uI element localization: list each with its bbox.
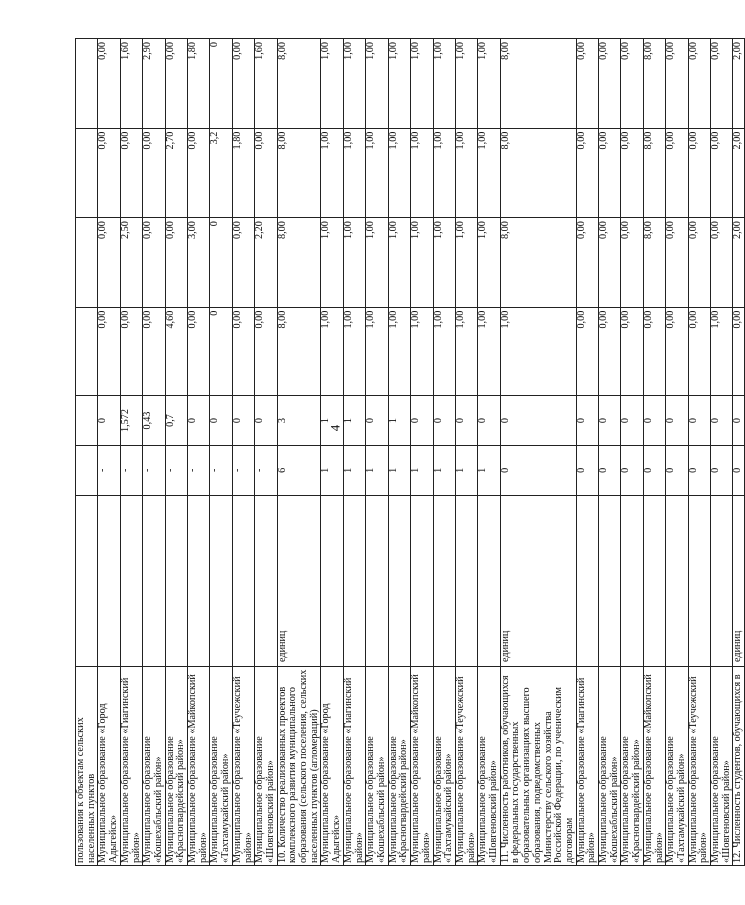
- value-cell: 1,572: [120, 396, 142, 446]
- indicator-name-cell: Муниципальное образование «Майкопский район»: [643, 667, 665, 866]
- indicator-name-cell: пользования к объектам сельских населенных пунктов: [76, 667, 98, 866]
- table-row: [388, 39, 410, 866]
- value-cell: [76, 39, 98, 129]
- value-cell: 1,00: [478, 307, 500, 395]
- base-value-cell: -: [120, 445, 142, 495]
- value-cell: 0: [255, 396, 277, 446]
- base-value-cell: 1: [366, 445, 388, 495]
- value-cell: [76, 218, 98, 308]
- table-row: [711, 39, 733, 866]
- base-value-cell: -: [255, 445, 277, 495]
- value-cell: 2,20: [255, 218, 277, 308]
- unit-cell: [599, 495, 621, 666]
- value-cell: 0: [688, 396, 710, 446]
- value-cell: 0,00: [98, 128, 120, 218]
- table-row: [210, 39, 232, 866]
- value-cell: 0,00: [688, 218, 710, 308]
- unit-cell: [688, 495, 710, 666]
- table-row: [343, 39, 365, 866]
- value-cell: 1,00: [388, 39, 410, 129]
- unit-cell: [143, 495, 165, 666]
- value-cell: 0,00: [599, 39, 621, 129]
- value-cell: 0: [188, 396, 210, 446]
- base-value-cell: -: [210, 445, 232, 495]
- value-cell: 8,00: [500, 128, 576, 218]
- unit-cell: [188, 495, 210, 666]
- value-cell: 1,60: [120, 39, 142, 129]
- indicator-name-cell: Муниципальное образование «Город Адыгейск»: [321, 667, 343, 866]
- base-value-cell: 1: [433, 445, 455, 495]
- value-cell: 1,00: [433, 128, 455, 218]
- value-cell: 0,00: [143, 307, 165, 395]
- value-cell: 0,00: [576, 218, 598, 308]
- unit-cell: [711, 495, 733, 666]
- value-cell: 2,00: [733, 39, 745, 129]
- value-cell: 1,00: [478, 218, 500, 308]
- value-cell: 1,00: [433, 307, 455, 395]
- table-row: [576, 39, 598, 866]
- base-value-cell: 0: [599, 445, 621, 495]
- indicator-name-cell: 11. Численность работников, обучающихся в федеральных государственных образовательных организациях высшего образования, подведомственных Министерству сельского хозяйства Российской Федерации, по ученическим договорам: [500, 667, 576, 866]
- value-cell: 0,00: [621, 307, 643, 395]
- indicator-name-cell: Муниципальное образование «Красногвардейский район»: [621, 667, 643, 866]
- unit-cell: [388, 495, 410, 666]
- value-cell: 0,00: [711, 128, 733, 218]
- base-value-cell: 1: [455, 445, 477, 495]
- indicator-name-cell: Муниципальное образование «Шовгеновский район»: [711, 667, 733, 866]
- unit-cell: [411, 495, 433, 666]
- table-row: [188, 39, 210, 866]
- indicator-name-cell: 10. Количество реализованных проектов комплексного развития муниципального образования (сельского поселения, сельских населенных пунктов (агломераций): [277, 667, 321, 866]
- base-value-cell: 1: [343, 445, 365, 495]
- value-cell: 0,00: [688, 39, 710, 129]
- table-row: [321, 39, 343, 866]
- indicator-name-cell: Муниципальное образование «Кошехабльский район»: [143, 667, 165, 866]
- value-cell: 2,90: [143, 39, 165, 129]
- table-row: [733, 39, 745, 866]
- indicator-name-cell: 12. Численность студентов, обучающихся в: [733, 667, 745, 866]
- value-cell: 0: [232, 396, 254, 446]
- value-cell: 8,00: [643, 218, 665, 308]
- value-cell: 0,00: [143, 128, 165, 218]
- table-row: [599, 39, 621, 866]
- value-cell: 1,80: [232, 128, 254, 218]
- value-cell: 1,00: [366, 218, 388, 308]
- value-cell: 8,00: [643, 128, 665, 218]
- base-value-cell: 0: [643, 445, 665, 495]
- value-cell: 0: [210, 218, 232, 308]
- value-cell: 0,00: [232, 307, 254, 395]
- unit-cell: [478, 495, 500, 666]
- value-cell: 1,00: [411, 128, 433, 218]
- indicator-name-cell: Муниципальное образование «Шовгеновский район»: [255, 667, 277, 866]
- value-cell: 0: [411, 396, 433, 446]
- value-cell: 4,60: [165, 307, 187, 395]
- indicator-name-cell: Муниципальное образование «Гиагинский район»: [120, 667, 142, 866]
- value-cell: 0,00: [165, 39, 187, 129]
- value-cell: 8,00: [277, 39, 321, 129]
- value-cell: [76, 307, 98, 395]
- table-row: [455, 39, 477, 866]
- indicator-name-cell: Муниципальное образование «Красногвардейский район»: [388, 667, 410, 866]
- unit-cell: единиц: [500, 495, 576, 666]
- value-cell: 0,00: [120, 307, 142, 395]
- unit-cell: [366, 495, 388, 666]
- base-value-cell: -: [165, 445, 187, 495]
- value-cell: 1,00: [343, 218, 365, 308]
- value-cell: 1,00: [343, 39, 365, 129]
- value-cell: 1,00: [366, 39, 388, 129]
- value-cell: 1,00: [388, 307, 410, 395]
- value-cell: 0,00: [255, 307, 277, 395]
- value-cell: 0: [366, 396, 388, 446]
- value-cell: 3,00: [188, 218, 210, 308]
- table-row: [120, 39, 142, 866]
- base-value-cell: 0: [688, 445, 710, 495]
- value-cell: 0: [643, 396, 665, 446]
- value-cell: 0,00: [188, 128, 210, 218]
- value-cell: 0,00: [98, 39, 120, 129]
- table-row: [643, 39, 665, 866]
- value-cell: 0: [478, 396, 500, 446]
- value-cell: 0,00: [621, 39, 643, 129]
- value-cell: 0,00: [733, 307, 745, 395]
- value-cell: 1,00: [343, 307, 365, 395]
- value-cell: 0,00: [98, 307, 120, 395]
- value-cell: 0,00: [143, 218, 165, 308]
- table-row: [232, 39, 254, 866]
- value-cell: 0,00: [666, 307, 688, 395]
- indicator-name-cell: Муниципальное образование «Гиагинский район»: [576, 667, 598, 866]
- indicators-table: [75, 38, 745, 866]
- value-cell: 1,00: [366, 128, 388, 218]
- value-cell: 0,43: [143, 396, 165, 446]
- table-row: [143, 39, 165, 866]
- value-cell: 0,00: [643, 307, 665, 395]
- value-cell: 0: [433, 396, 455, 446]
- value-cell: 8,00: [277, 218, 321, 308]
- value-cell: 1,00: [388, 218, 410, 308]
- value-cell: 0: [666, 396, 688, 446]
- table-row: [98, 39, 120, 866]
- indicator-name-cell: Муниципальное образование «Теучежский район»: [232, 667, 254, 866]
- value-cell: 0,00: [599, 307, 621, 395]
- table-row: [688, 39, 710, 866]
- unit-cell: [455, 495, 477, 666]
- value-cell: 0: [500, 396, 576, 446]
- value-cell: 0,00: [599, 128, 621, 218]
- table-row: [255, 39, 277, 866]
- table-row: [366, 39, 388, 866]
- base-value-cell: 6: [277, 445, 321, 495]
- value-cell: 1,00: [433, 39, 455, 129]
- table-row: [666, 39, 688, 866]
- table-row: [277, 39, 321, 866]
- base-value-cell: 0: [733, 445, 745, 495]
- value-cell: 0,00: [576, 307, 598, 395]
- base-value-cell: 0: [711, 445, 733, 495]
- indicator-name-cell: Муниципальное образование «Шовгеновский район»: [478, 667, 500, 866]
- base-value-cell: -: [98, 445, 120, 495]
- value-cell: 0,00: [666, 218, 688, 308]
- page-number: 4: [327, 424, 343, 432]
- value-cell: 0,00: [621, 128, 643, 218]
- value-cell: 0: [98, 396, 120, 446]
- base-value-cell: 1: [478, 445, 500, 495]
- rotated-table-wrapper: [75, 38, 744, 866]
- base-value-cell: -: [143, 445, 165, 495]
- base-value-cell: 1: [321, 445, 343, 495]
- base-value-cell: -: [188, 445, 210, 495]
- value-cell: 0,00: [188, 307, 210, 395]
- value-cell: [76, 396, 98, 446]
- value-cell: 3,2: [210, 128, 232, 218]
- table-row: [411, 39, 433, 866]
- value-cell: 0,00: [98, 218, 120, 308]
- value-cell: 1,00: [455, 307, 477, 395]
- value-cell: 1,00: [478, 128, 500, 218]
- unit-cell: [643, 495, 665, 666]
- value-cell: 1,00: [478, 39, 500, 129]
- value-cell: 0: [733, 396, 745, 446]
- indicator-name-cell: Муниципальное образование «Теучежский район»: [455, 667, 477, 866]
- table-row: [621, 39, 643, 866]
- indicator-name-cell: Муниципальное образование «Город Адыгейск»: [98, 667, 120, 866]
- value-cell: 2,00: [733, 218, 745, 308]
- value-cell: 0,00: [666, 128, 688, 218]
- value-cell: 0: [210, 307, 232, 395]
- value-cell: 0,00: [232, 218, 254, 308]
- value-cell: 1,00: [433, 218, 455, 308]
- base-value-cell: 1: [388, 445, 410, 495]
- indicator-name-cell: Муниципальное образование «Кошехабльский район»: [599, 667, 621, 866]
- indicator-name-cell: Муниципальное образование «Красногвардейский район»: [165, 667, 187, 866]
- value-cell: 0: [455, 396, 477, 446]
- value-cell: 0,00: [120, 128, 142, 218]
- unit-cell: [666, 495, 688, 666]
- unit-cell: [120, 495, 142, 666]
- value-cell: 0,00: [255, 128, 277, 218]
- unit-cell: [621, 495, 643, 666]
- value-cell: 1,00: [321, 218, 343, 308]
- value-cell: 1: [388, 396, 410, 446]
- unit-cell: единиц: [277, 495, 321, 666]
- unit-cell: [343, 495, 365, 666]
- value-cell: 0,00: [165, 218, 187, 308]
- base-value-cell: [76, 445, 98, 495]
- value-cell: 0,00: [711, 218, 733, 308]
- value-cell: 0,00: [232, 39, 254, 129]
- base-value-cell: 1: [411, 445, 433, 495]
- table-row: [478, 39, 500, 866]
- value-cell: 1,60: [255, 39, 277, 129]
- unit-cell: [433, 495, 455, 666]
- value-cell: 0: [621, 396, 643, 446]
- value-cell: 2,70: [165, 128, 187, 218]
- value-cell: 8,00: [500, 39, 576, 129]
- indicator-name-cell: Муниципальное образование «Майкопский район»: [411, 667, 433, 866]
- value-cell: 1,00: [455, 128, 477, 218]
- value-cell: 1,00: [455, 39, 477, 129]
- unit-cell: [255, 495, 277, 666]
- value-cell: 2,50: [120, 218, 142, 308]
- indicator-name-cell: Муниципальное образование «Гиагинский район»: [343, 667, 365, 866]
- unit-cell: [165, 495, 187, 666]
- base-value-cell: 0: [500, 445, 576, 495]
- value-cell: 1,80: [188, 39, 210, 129]
- indicator-name-cell: Муниципальное образование «Теучежский район»: [688, 667, 710, 866]
- value-cell: 1,00: [411, 307, 433, 395]
- value-cell: 0,00: [666, 39, 688, 129]
- value-cell: 0,00: [711, 39, 733, 129]
- base-value-cell: 0: [666, 445, 688, 495]
- value-cell: 0,00: [621, 218, 643, 308]
- unit-cell: [210, 495, 232, 666]
- unit-cell: [76, 495, 98, 666]
- unit-cell: единиц: [733, 495, 745, 666]
- table-row: [500, 39, 576, 866]
- value-cell: 0,00: [576, 39, 598, 129]
- table-row: [76, 39, 98, 866]
- value-cell: 0: [599, 396, 621, 446]
- value-cell: 8,00: [643, 39, 665, 129]
- value-cell: 0,7: [165, 396, 187, 446]
- value-cell: 8,00: [277, 307, 321, 395]
- table-row: [433, 39, 455, 866]
- value-cell: 0,00: [599, 218, 621, 308]
- indicator-name-cell: Муниципальное образование «Тахтамукайский район»: [210, 667, 232, 866]
- base-value-cell: -: [232, 445, 254, 495]
- unit-cell: [232, 495, 254, 666]
- value-cell: 0: [210, 396, 232, 446]
- value-cell: 8,00: [277, 128, 321, 218]
- indicator-name-cell: Муниципальное образование «Тахтамукайский район»: [433, 667, 455, 866]
- unit-cell: [98, 495, 120, 666]
- indicator-name-cell: Муниципальное образование «Кошехабльский район»: [366, 667, 388, 866]
- value-cell: 1,00: [455, 218, 477, 308]
- value-cell: 3: [277, 396, 321, 446]
- value-cell: 1,00: [321, 39, 343, 129]
- value-cell: 1,00: [711, 307, 733, 395]
- value-cell: 2,00: [733, 128, 745, 218]
- unit-cell: [321, 495, 343, 666]
- value-cell: 1,00: [321, 128, 343, 218]
- value-cell: 1,00: [343, 128, 365, 218]
- value-cell: 0,00: [576, 128, 598, 218]
- table-row: [165, 39, 187, 866]
- value-cell: 0,00: [688, 307, 710, 395]
- value-cell: 8,00: [500, 218, 576, 308]
- value-cell: 1,00: [388, 128, 410, 218]
- value-cell: 0,00: [688, 128, 710, 218]
- value-cell: 1: [343, 396, 365, 446]
- value-cell: 1,00: [411, 218, 433, 308]
- indicator-name-cell: Муниципальное образование «Майкопский район»: [188, 667, 210, 866]
- value-cell: 1,00: [321, 307, 343, 395]
- value-cell: [76, 128, 98, 218]
- unit-cell: [576, 495, 598, 666]
- value-cell: 1,00: [366, 307, 388, 395]
- base-value-cell: 0: [621, 445, 643, 495]
- value-cell: 1: [321, 396, 343, 446]
- value-cell: 0: [576, 396, 598, 446]
- value-cell: 0: [711, 396, 733, 446]
- value-cell: 1,00: [411, 39, 433, 129]
- base-value-cell: 0: [576, 445, 598, 495]
- indicator-name-cell: Муниципальное образование «Тахтамукайский район»: [666, 667, 688, 866]
- value-cell: 0: [210, 39, 232, 129]
- value-cell: 1,00: [500, 307, 576, 395]
